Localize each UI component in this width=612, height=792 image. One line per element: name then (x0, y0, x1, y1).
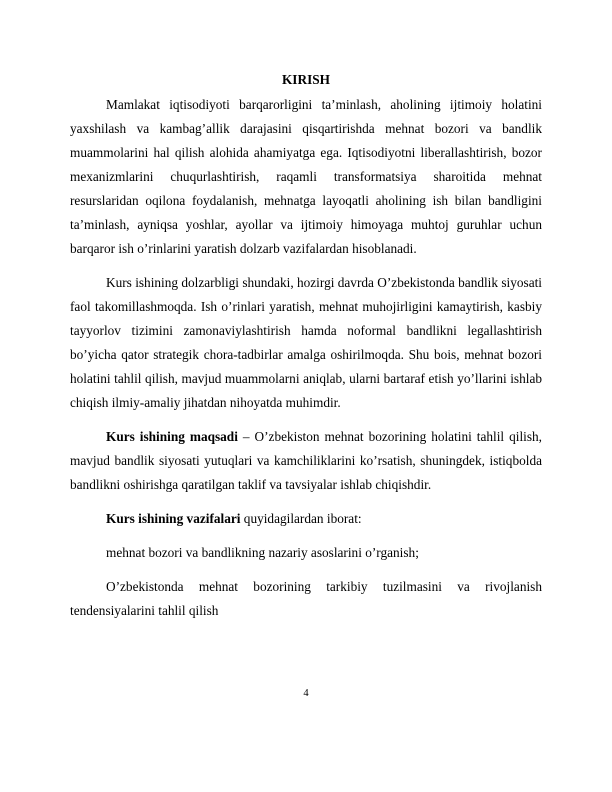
document-page (70, 68, 542, 623)
task-item-1: mehnat bozori va bandlikning nazariy asoslarini o’rganish; (106, 545, 419, 560)
section-title: KIRISH (281, 72, 331, 87)
page-number: 4 (303, 688, 309, 699)
tasks-label: Kurs ishining vazifalari (106, 511, 241, 526)
tasks-text: quyidagilardan iborat: (240, 511, 362, 526)
goal-paragraph (70, 425, 542, 497)
relevance-paragraph: Kurs ishining dolzarbligi shundaki, hozirgi davrda O’zbekistonda bandlik siyosati faol takomillashmoqda. Ish o’rinlari yaratish, mehnat muhojirligini kamaytirish, kasbiy tayyorlov tizimini zamonaviylashtirish hamda noformal bandlikni legallashtirish bo’yicha qator strategik chora-tadbirlar amalga oshirilmoqda. Shu bois, mehnat bozori holatini tahlil qilish, mavjud muammolarni aniqlab, ularni bartaraf etish yo’llarini ishlab chiqish ilmiy-amaliy jihatdan nihoyatda muhimdir. (70, 275, 542, 410)
intro-paragraph: Mamlakat iqtisodiyoti barqarorligini ta’minlash, aholining ijtimoiy holatini yaxshilash va kambag’allik darajasini qisqartirishda mehnat bozori va bandlik muammolarini hal qilish alohida ahamiyatga ega. Iqtisodiyotni liberallashtirish, bozor mexanizmlarini chuqurlashtirish, raqamli transformatsiya sharoitida mehnat resurslaridan oqilona foydalanish, mehnatga layoqatli aholining ish bilan bandligini ta’minlash, ayniqsa yoshlar, ayollar va ijtimoiy himoyaga muhtoj guruhlar uchun barqaror ish o’rinlarini yaratish dolzarb vazifalardan hisoblanadi. (70, 97, 542, 256)
task-item-2: O’zbekistonda mehnat bozorining tarkibiy tuzilmasini va rivojlanish tendensiyalarini tahlil qilish (70, 579, 542, 618)
goal-label: Kurs ishining maqsadi (106, 429, 238, 444)
goal-text: – O’zbekiston mehnat bozorining holatini tahlil qilish, mavjud bandlik siyosati yutuqlari va kamchiliklarini ko’rsatish, shuningdek, istiqbolda bandlikni oshirishga qaratilgan taklif va tavsiyalar ishlab chiqishdir. (70, 429, 542, 492)
tasks-paragraph (70, 507, 542, 531)
